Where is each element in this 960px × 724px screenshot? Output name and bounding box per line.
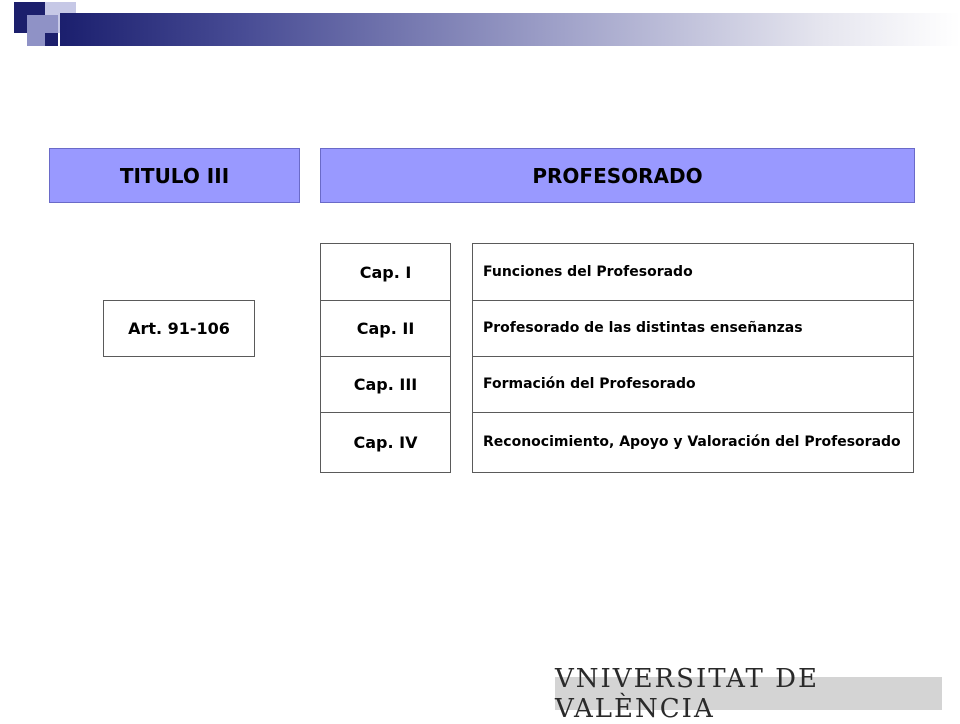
chapter-1-description: Funciones del Profesorado [483, 263, 693, 280]
chapter-1-description-box [472, 243, 914, 301]
top-gradient-bar [60, 13, 960, 46]
chapter-2-description: Profesorado de las distintas enseñanzas [483, 320, 803, 336]
chapter-4-label: Cap. IV [353, 433, 418, 452]
chapter-4-description: Reconocimiento, Apoyo y Valoración del Profesorado [483, 434, 901, 450]
title-left-text: TITULO III [119, 163, 230, 188]
decor-square-small [45, 33, 58, 46]
title-right-box [320, 148, 915, 203]
chapter-4-description-box [472, 412, 914, 473]
chapter-2-box [320, 300, 451, 357]
university-logo-text: VNIVERSITAT DE VALÈNCIA [555, 663, 819, 724]
chapter-1-box [320, 243, 451, 301]
chapter-3-label: Cap. III [353, 375, 418, 394]
title-left-box [49, 148, 300, 203]
chapter-3-description-box [472, 356, 914, 413]
chapter-1-label: Cap. I [359, 262, 412, 282]
article-box [103, 300, 255, 357]
chapter-3-box [320, 356, 451, 413]
article-label: Art. 91-106 [128, 319, 230, 338]
chapter-2-label: Cap. II [356, 319, 415, 338]
chapter-4-box [320, 412, 451, 473]
chapter-2-description-box [472, 300, 914, 357]
title-right-text: PROFESORADO [532, 163, 703, 188]
chapter-3-description: Formación del Profesorado [483, 376, 696, 392]
university-logo [555, 663, 942, 724]
